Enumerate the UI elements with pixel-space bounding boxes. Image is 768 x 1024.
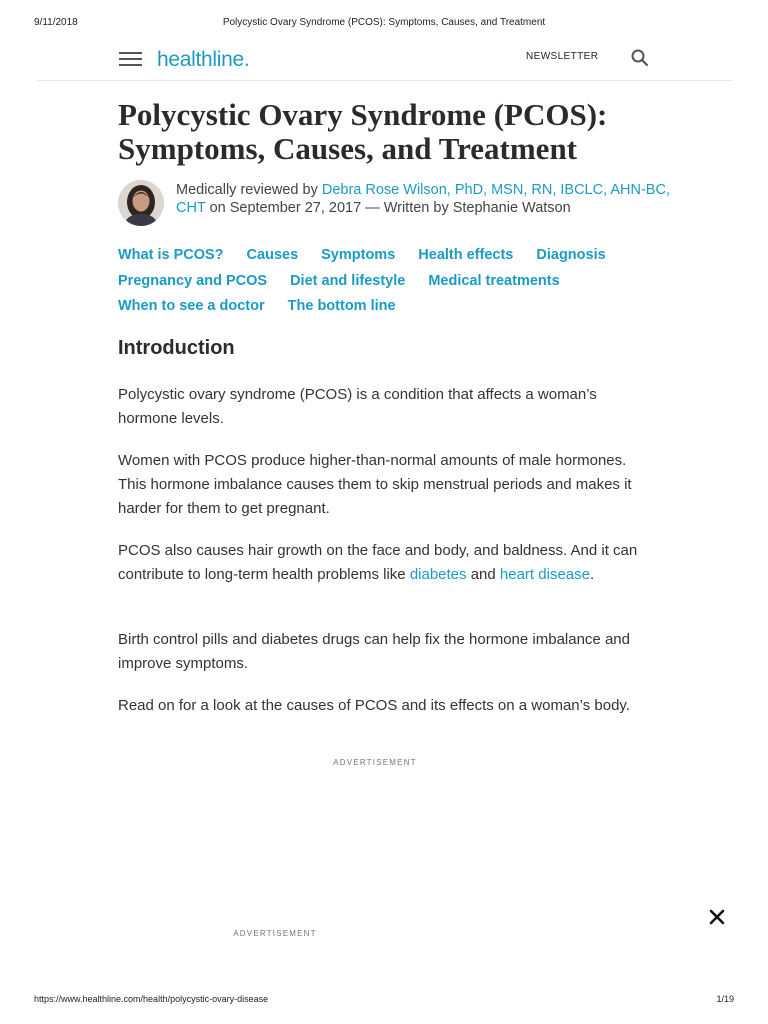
toc-link-causes[interactable]: Causes [246,247,299,263]
paragraph: Polycystic ovary syndrome (PCOS) is a condition that affects a woman’s hormone levels. [118,386,597,427]
diabetes-link[interactable]: diabetes [409,566,467,583]
toc-link-symptoms[interactable]: Symptoms [321,247,396,263]
byline-prefix: Medically reviewed by [176,182,322,198]
print-page-number: 1/19 [716,994,734,1004]
paragraph-text: . [589,566,595,583]
toc-row [118,246,658,272]
reviewer-link[interactable]: Debra Rose Wilson, PhD, MSN, RN, IBCLC, AHN-BC, CHT [176,182,670,216]
byline-date: on September 27, 2017 — Written by Stephanie Watson [205,200,571,216]
toc-link-diagnosis[interactable]: Diagnosis [536,247,606,263]
newsletter-link[interactable]: NEWSLETTER [526,51,599,62]
byline [118,180,678,226]
search-icon[interactable] [630,48,650,68]
paragraph: Birth control pills and diabetes drugs can help fix the hormone imbalance and improve symptoms. [118,631,630,672]
table-of-contents [118,246,658,323]
byline-text [176,181,676,217]
healthline-logo[interactable]: healthline. [157,48,250,71]
section-heading: Introduction [118,337,235,359]
print-footer [34,994,734,1008]
print-header [34,17,734,31]
heart-disease-link[interactable]: heart disease [499,566,590,583]
toc-link-medical-treatments[interactable]: Medical treatments [428,272,560,289]
print-title: Polycystic Ovary Syndrome (PCOS): Symptoms, Causes, and Treatment [222,17,546,28]
site-header [37,44,732,81]
close-icon[interactable] [707,907,727,927]
print-url: https://www.healthline.com/health/polycystic-ovary-disease [34,994,269,1004]
toc-link-what-is-pcos[interactable]: What is PCOS? [118,247,224,263]
toc-row [118,272,658,298]
toc-row [118,297,658,323]
toc-link-see-doctor[interactable]: When to see a doctor [118,298,265,314]
toc-link-pregnancy[interactable]: Pregnancy and PCOS [118,272,268,289]
print-date: 9/11/2018 [34,17,78,28]
toc-link-diet-lifestyle[interactable]: Diet and lifestyle [290,272,406,289]
toc-link-health-effects[interactable]: Health effects [418,247,514,263]
paragraph: Read on for a look at the causes of PCOS and its effects on a woman’s body. [118,697,630,714]
article-title: Polycystic Ovary Syndrome (PCOS): Symptoms, Causes, and Treatment [118,97,608,166]
paragraph-text: PCOS also causes hair growth on the face and body, and baldness. And it can contribute to long-term health problems like [118,542,638,583]
paragraph-text: and [466,566,500,583]
paragraph: Women with PCOS produce higher-than-normal amounts of male hormones. This hormone imbalance causes them to skip menstrual periods and makes it harder for them to get pregnant. [118,452,632,517]
advertisement-label: ADVERTISEMENT [233,929,317,938]
toc-link-bottom-line[interactable]: The bottom line [287,298,396,314]
advertisement-label: ADVERTISEMENT [333,758,417,767]
reviewer-avatar[interactable] [118,180,164,226]
paragraph [118,539,658,587]
hamburger-menu-icon[interactable] [119,52,142,66]
